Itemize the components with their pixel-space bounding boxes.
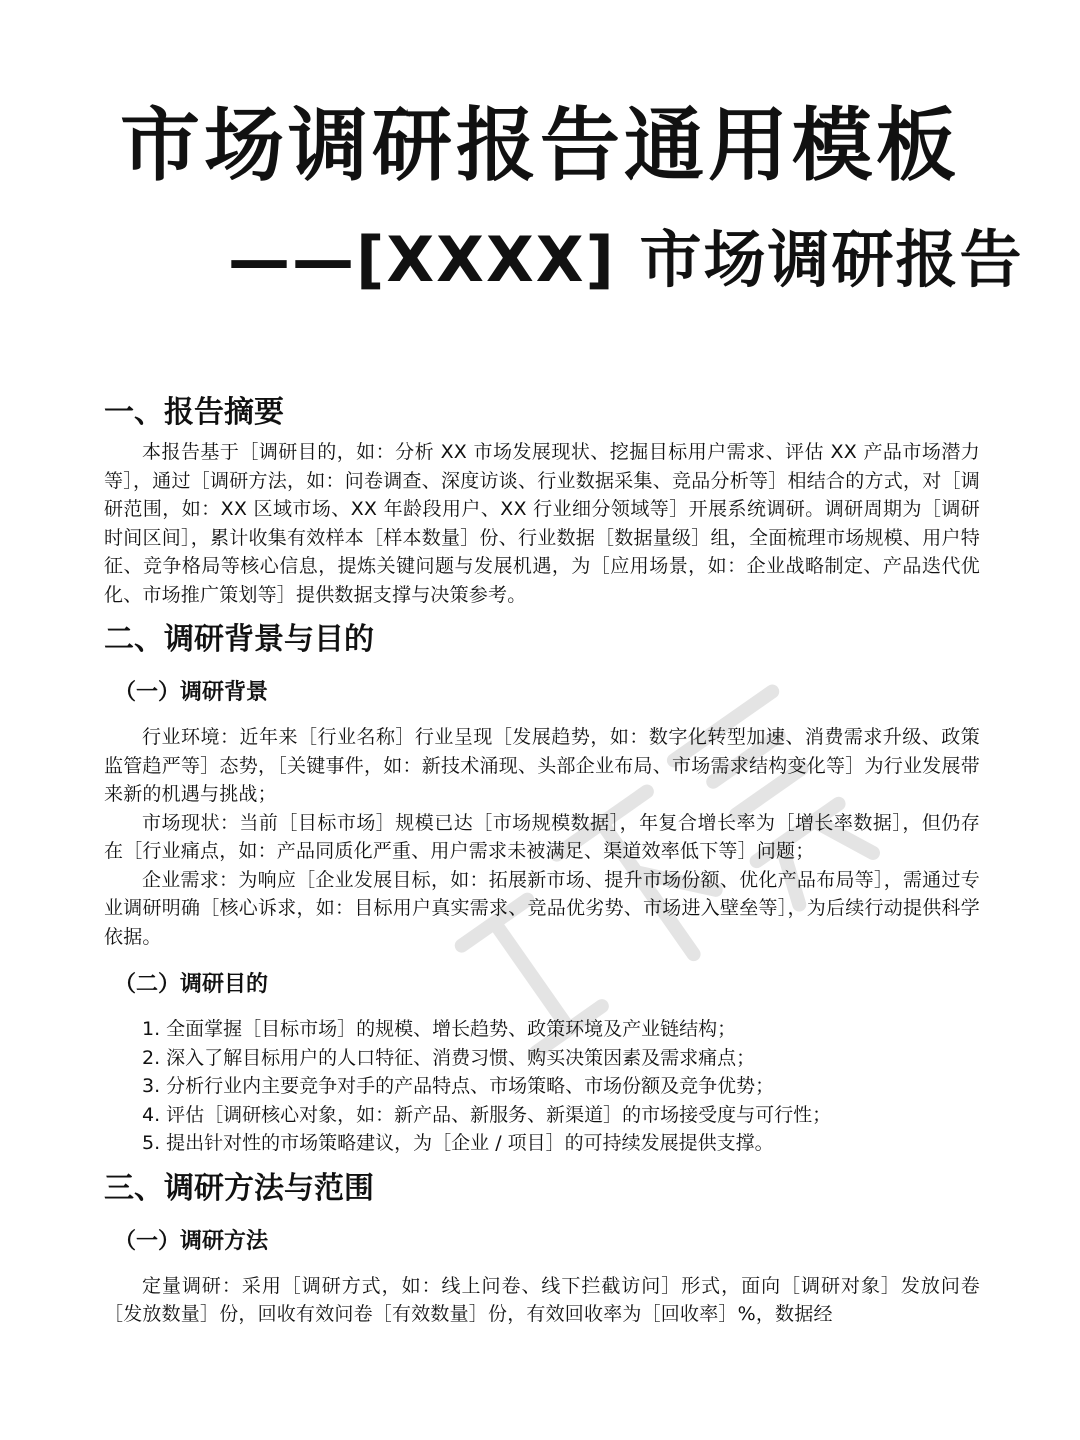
background-demand-paragraph: 企业需求：为响应［企业发展目标，如：拓展新市场、提升市场份额、优化产品布局等］，需通过专业调研明确［核心诉求，如：目标用户真实需求、竞品优劣势、市场进入壁垒等］，为后续行动提供科学依据。 (104, 868, 980, 948)
document-body (104, 392, 980, 1329)
list-item: 4. 评估［调研核心对象，如：新产品、新服务、新渠道］的市场接受度与可行性； (142, 1103, 832, 1126)
section-heading-methods: 三、调研方法与范围 (104, 1170, 374, 1206)
methods-quantitative-paragraph: 定量调研：采用［调研方式，如：线上问卷、线下拦截访问］形式，面向［调研对象］发放问卷［发放数量］份，回收有效问卷［有效数量］份，有效回收率为［回收率］%，数据经 (104, 1274, 980, 1325)
section-heading-background: 二、调研背景与目的 (104, 622, 374, 657)
document-subtitle: ——[XXXX] 市场调研报告 (228, 223, 1024, 296)
background-market-paragraph: 市场现状：当前［目标市场］规模已达［市场规模数据］，年复合增长率为［增长率数据］，但仍存在［行业痛点，如：产品同质化严重、用户需求未被满足、渠道效率低下等］问题； (104, 811, 980, 862)
summary-paragraph: 本报告基于［调研目的，如：分析 XX 市场发展现状、挖掘目标用户需求、评估 XX 产品市场潜力等］，通过［调研方法，如：问卷调查、深度访谈、行业数据采集、竞品分析等］相结合的方式，对［调研范围，如：XX 区域市场、XX 年龄段用户、XX 行业细分领域等］开展系统调研。调研周期为［调研时间区间］，累计收集有效样本［样本数量］份、行业数据［数据量级］组，全面梳理市场规模、用户特征、竞争格局等核心信息，提炼关键问题与发展机遇，为［应用场景，如：企业战略制定、产品迭代优化、市场推广策划等］提供数据支撑与决策参考。 (104, 441, 980, 606)
subsection-heading-background: （一）调研背景 (114, 680, 269, 705)
list-item: 1. 全面掌握［目标市场］的规模、增长趋势、政策环境及产业链结构； (142, 1018, 737, 1040)
list-item: 3. 分析行业内主要竞争对手的产品特点、市场策略、市场份额及竞争优势； (142, 1075, 775, 1097)
section-heading-summary: 一、报告摘要 (104, 395, 284, 430)
list-item: 5. 提出针对性的市场策略建议，为［企业 / 项目］的可持续发展提供支撑。 (142, 1132, 774, 1154)
background-industry-paragraph: 行业环境：近年来［行业名称］行业呈现［发展趋势，如：数字化转型加速、消费需求升级、政策监管趋严等］态势，［关键事件，如：新技术涌现、头部企业布局、市场需求结构变化等］为行业发展带来新的机遇与挑战； (104, 726, 980, 805)
purpose-list (104, 1015, 980, 1158)
document-title: 市场调研报告通用模板 (120, 99, 960, 192)
subsection-heading-purpose: （二）调研目的 (114, 972, 269, 997)
subsection-heading-methods: （一）调研方法 (114, 1228, 269, 1254)
list-item: 2. 深入了解目标用户的人口特征、消费习惯、购买决策因素及需求痛点； (142, 1046, 756, 1069)
